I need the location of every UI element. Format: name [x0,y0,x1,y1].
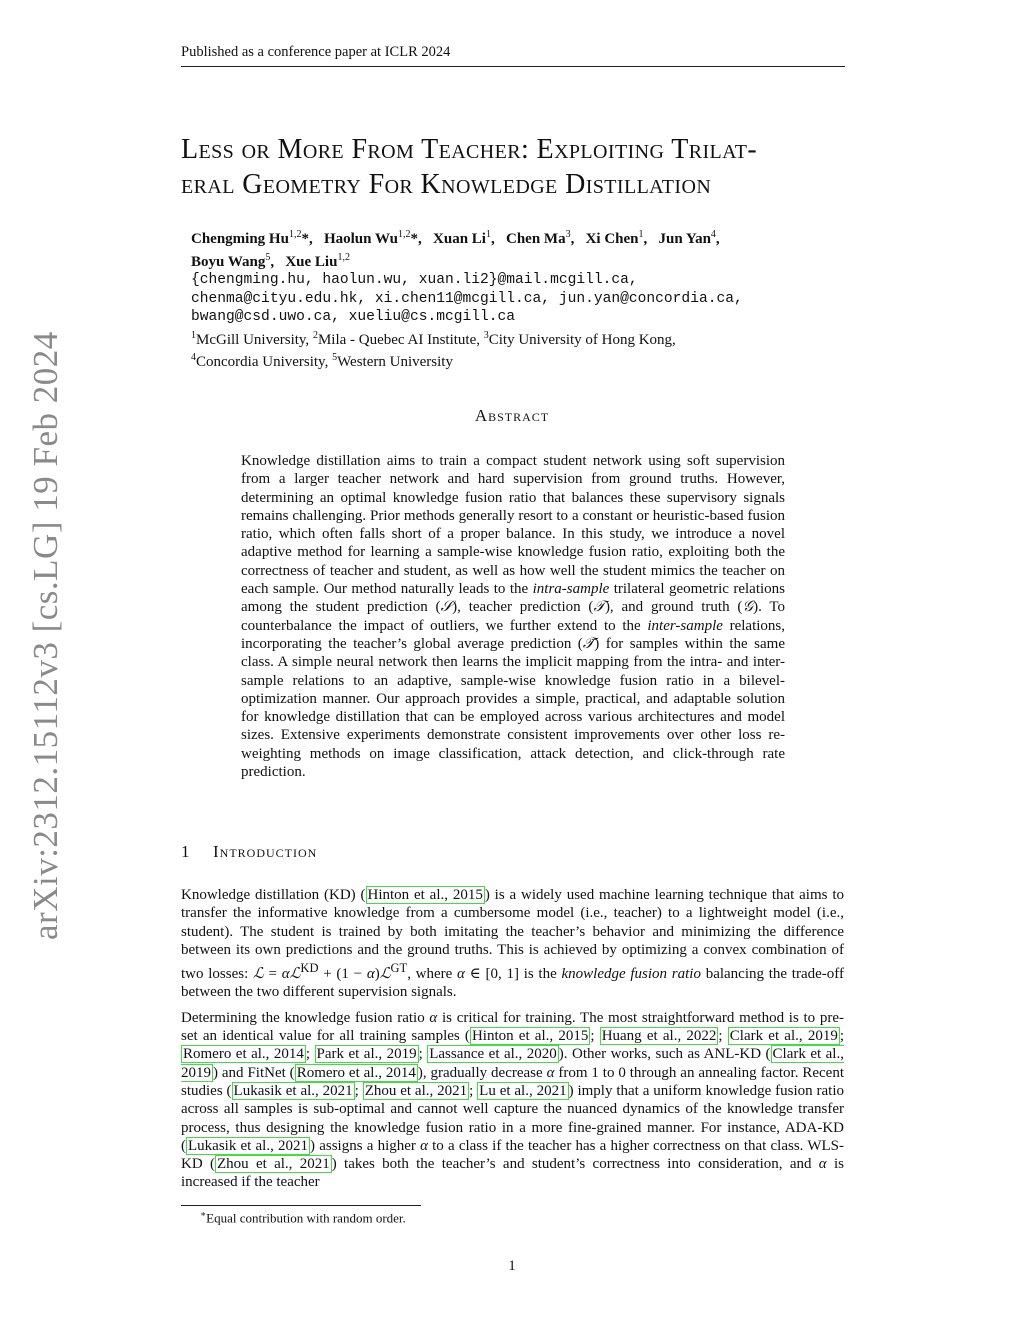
citation-link[interactable]: Park et al., 2019 [316,1046,417,1063]
author-names-line-1: Chengming Hu$^{1,2}$*, Haolun Wu$^{1,2}$*, Xuan Li$^1$, Chen Ma$^3$, Xi Chen$^1$, Jun Yan$^4$, [191,229,720,247]
page-number: 1 [508,1258,516,1274]
intro-paragraph-1: Knowledge distillation (KD) ( Hinton et al., 2015 ) is a widely used machine learning technique that aims to transfer the informative knowledge from a cumbersome model (i.e., teacher) to a lightweight model (i.e., student). The student is trained by both imitating the teacher’s behavior and minimizing the difference between its own predictions and the ground truths. This is achieved by optimizing a convex combination of two losses: ℒ = αℒ$^{KD}$ + (1 − α)ℒ$^{GT}$, where α ∈ [0, 1] is the knowledge fusion ratio balancing the trade-off between the two different supervision signals. [181,887,844,1001]
intro-paragraph-2: Determining the knowledge fusion ratio α is critical for training. The most straightforward method is to pre-set an identical value for all training samples ( Hinton et al., 2015 ; Huang et al., 2022 ; Clark et al., 2019 ; Romero et al., 2014 ; Park et al., 2019 ; Lassance et al., 2020 ). Other works, such as ANL-KD ( Clark et al., 2019 ) and FitNet ( Romero et al., 2014 ), gradually decrease α from 1 to 0 through an annealing factor. Recent studies ( Lukasik et al., 2021 ; Zhou et al., 2021 ; Lu et al., 2021 ) imply that a uniform knowledge fusion ratio across all samples is sub-optimal and cannot well capture the nuanced dynamics of the knowledge transfer process, thus designing the knowledge fusion ratio in a more fine-grained manner. For instance, ADA-KD ( Lukasik et al., 2021 ) assigns a higher α to a class if the teacher has a higher correctness on that class. WLS-KD ( Zhou et al., 2021 ) takes both the teacher’s and student’s correctness into consideration, and α is increased if the teacher [181,1009,845,1191]
paper-title [181,132,861,202]
author-names-line-2: Boyu Wang$^5$, Xue Liu$^{1,2}$ [191,251,350,270]
citation-link[interactable]: Lassance et al., 2020 [429,1046,557,1063]
citation-link[interactable]: Zhou et al., 2021 [364,1082,468,1099]
title-line-1: Less or More From Teacher: Exploiting Trilat- [181,134,758,165]
footnote-rule [181,1205,421,1206]
section-title: Introduction [213,842,318,861]
citation-link[interactable]: Hinton et al., 2015 [471,1028,589,1045]
abstract-text: Knowledge distillation aims to train a compact student network using soft supervision from a larger teacher network and hard supervision from ground truths. However, determining an optimal knowledge fusion ratio that balances these supervisory signals remains challenging. Prior methods generally resort to a constant or heuristic-based fusion ratio, which often falls short of a proper balance. In this study, we introduce a novel adaptive method for learning a sample-wise knowledge fusion ratio, exploiting both the correctness of teacher and student, as well as how well the student mimics the teacher on each sample. Our method naturally leads to the intra-sample trilateral geometric relations among the student prediction (𝒮), teacher prediction (𝒯), and ground truth (𝒢). To counterbalance the impact of outliers, we further extend to the inter-sample relations, incorporating the teacher’s global average prediction (𝒯̄) for samples within the same class. A simple neural network then learns the implicit mapping from the intra- and inter-sample relations to an adaptive, sample-wise knowledge fusion ratio in a bilevel-optimization manner. Our approach provides a simple, practical, and adaptable solution for knowledge distillation that can be employed across various architectures and model sizes. Extensive experiments demonstrate consistent improvements over other loss re-weighting methods on image classification, attack detection, and click-through rate prediction. [241,453,785,781]
affiliations-line-1: $^1$McGill University, $^2$Mila - Quebec AI Institute, $^3$City University of Hong Kong, [191,329,676,348]
author-block [191,226,851,372]
author-emails-line-1: {chengming.hu, haolun.wu, xuan.li2}@mail.mcgill.ca, [191,272,638,288]
footnote: ∗Equal contribution with random order. [200,1209,406,1226]
citation-link[interactable]: Romero et al., 2014 [183,1046,304,1063]
running-header: Published as a conference paper at ICLR 2024 [181,44,845,67]
citation-link[interactable]: Romero et al., 2014 [296,1064,416,1081]
section-heading [181,842,317,862]
citation-link[interactable]: Clark et al., 2019 [181,1046,844,1081]
section-number: 1 [181,842,191,861]
citation-link[interactable]: Lukasik et al., 2021 [188,1137,309,1154]
title-line-2: eral Geometry For Knowledge Distillation [181,169,712,200]
citation-link[interactable]: Clark et al., 2019 [729,1028,838,1045]
author-emails-line-3: bwang@csd.uwo.ca, xueliu@cs.mcgill.ca [191,309,516,325]
author-emails-line-2: chenma@cityu.edu.hk, xi.chen11@mcgill.ca, jun.yan@concordia.ca, [191,290,743,307]
abstract-heading: Abstract [474,406,550,425]
citation-link[interactable]: Zhou et al., 2021 [216,1156,330,1173]
arxiv-stamp: arXiv:2312.15112v3 [cs.LG] 19 Feb 2024 [26,331,65,940]
citation-link[interactable]: Huang et al., 2022 [601,1028,717,1045]
citation-link[interactable]: Lukasik et al., 2021 [233,1082,353,1099]
affiliations-line-2: $^4$Concordia University, $^5$Western University [191,352,453,370]
citation-link[interactable]: Lu et al., 2021 [479,1082,567,1099]
citation-link[interactable]: Hinton et al., 2015 [367,887,483,903]
introduction-body [181,886,844,1199]
